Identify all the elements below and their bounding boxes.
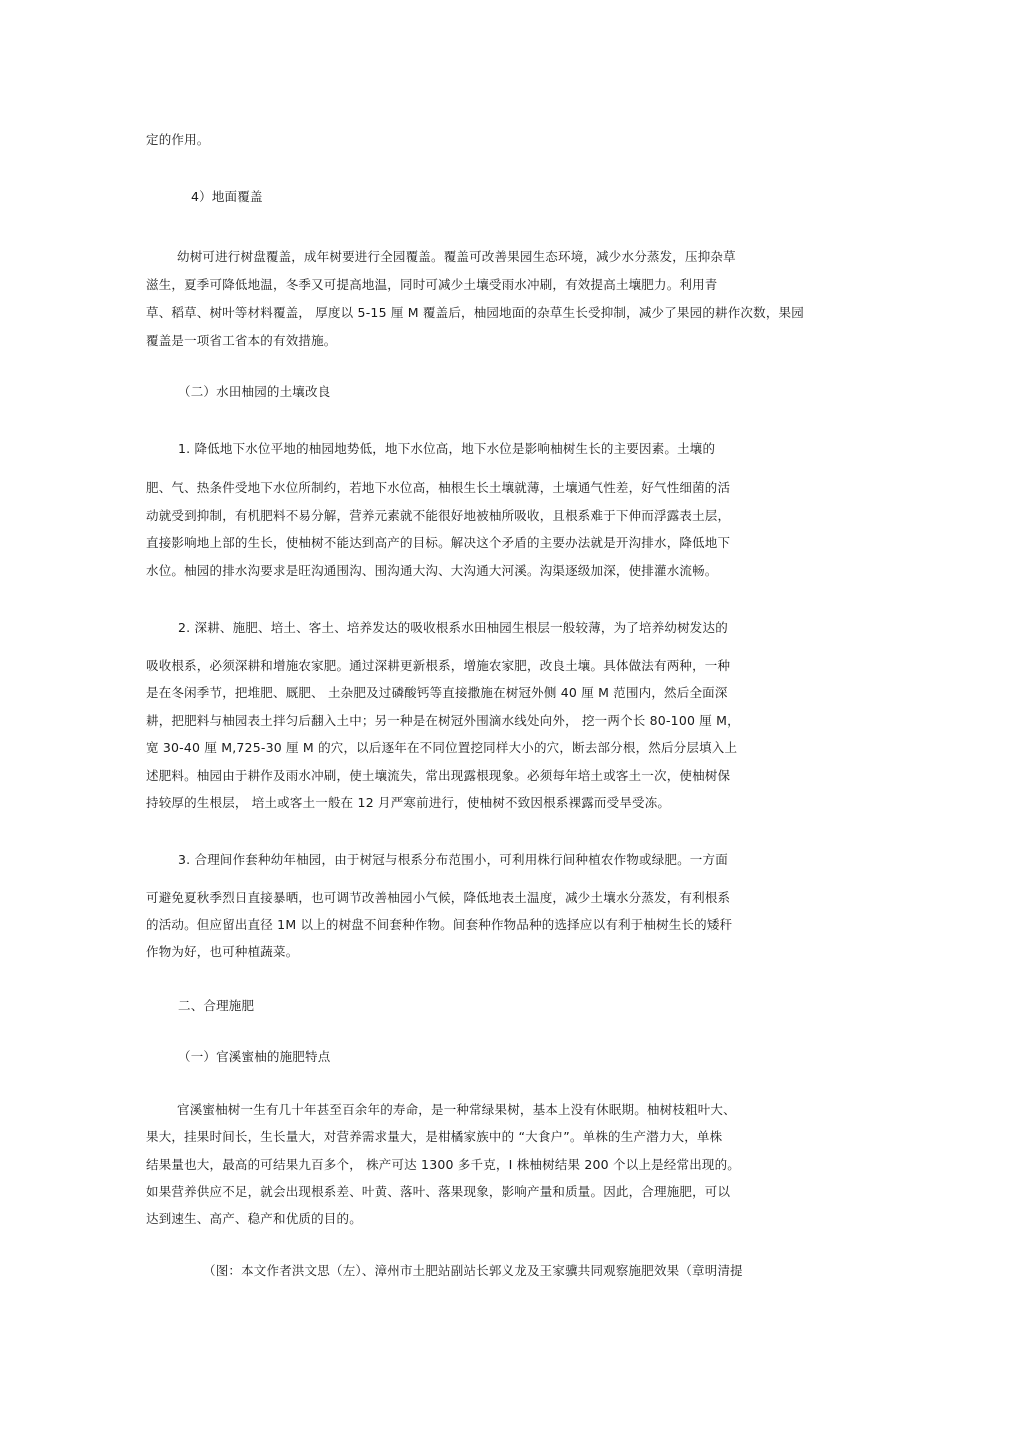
section-heading: （二）水田柚园的土壤改良 <box>178 384 331 399</box>
figure-caption: （图：本文作者洪文思（左）、漳州市土肥站副站长郭义龙及王家骥共同观察施肥效果（章明清提 <box>203 1263 743 1278</box>
text-line: 吸收根系，必须深耕和增施农家肥。通过深耕更新根系，增施农家肥，改良土壤。具体做法有两种，一种 <box>146 658 731 673</box>
text-line: 宽 30-40 厘 M,725-30 厘 M 的穴，以后逐年在不同位置挖同样大小的穴，断去部分根，然后分层填入上 <box>146 740 738 755</box>
text-line: 可避免夏秋季烈日直接暴晒，也可调节改善柚园小气候，降低地表土温度，减少土壤水分蒸发，有利根系 <box>146 890 731 905</box>
text-line: 官溪蜜柚树一生有几十年甚至百余年的寿命，是一种常绿果树，基本上没有休眠期。柚树枝粗叶大、 <box>177 1102 736 1117</box>
text-line: 果大，挂果时间长，生长量大，对营养需求量大，是柑橘家族中的 “大食户”。单株的生产潜力大，单株 <box>146 1129 723 1144</box>
section-heading: 二、合理施肥 <box>178 998 255 1013</box>
section-heading: 4）地面覆盖 <box>191 189 263 204</box>
text-line: 定的作用。 <box>146 132 210 147</box>
text-line: 直接影响地上部的生长，使柚树不能达到高产的目标。解决这个矛盾的主要办法就是开沟排水，降低地下 <box>146 535 731 550</box>
text-line: 的活动。但应留出直径 1M 以上的树盘不间套种作物。间套种作物品种的选择应以有利于柚树生长的矮秆 <box>146 917 733 932</box>
text-line: 3. 合理间作套种幼年柚园，由于树冠与根系分布范围小，可利用株行间种植农作物或绿肥。一方面 <box>178 852 728 867</box>
text-line: 耕，把肥料与柚园表土拌匀后翻入土中；另一种是在树冠外围滴水线处向外， 挖一两个长 80-100 厘 M， <box>146 713 740 728</box>
section-heading: （一）官溪蜜柚的施肥特点 <box>178 1049 331 1064</box>
text-line: 水位。柚园的排水沟要求是旺沟通围沟、围沟通大沟、大沟通大河溪。沟渠逐级加深，使排灌水流畅。 <box>146 563 718 578</box>
text-line: 覆盖是一项省工省本的有效措施。 <box>146 333 337 348</box>
text-line: 达到速生、高产、稳产和优质的目的。 <box>146 1211 362 1226</box>
text-line: 作物为好，也可种植蔬菜。 <box>146 944 299 959</box>
text-line: 如果营养供应不足，就会出现根系差、叶黄、落叶、落果现象，影响产量和质量。因此，合理施肥，可以 <box>146 1184 731 1199</box>
text-line: 2. 深耕、施肥、培土、客土、培养发达的吸收根系水田柚园生根层一般较薄，为了培养幼树发达的 <box>178 620 728 635</box>
text-line: 1. 降低地下水位平地的柚园地势低，地下水位高，地下水位是影响柚树生长的主要因素。土壤的 <box>178 441 716 456</box>
text-line: 述肥料。柚园由于耕作及雨水冲刷，使土壤流失，常出现露根现象。必须每年培土或客土一次，使柚树保 <box>146 768 731 783</box>
text-line: 幼树可进行树盘覆盖，成年树要进行全园覆盖。覆盖可改善果园生态环境，减少水分蒸发，压抑杂草 <box>177 249 736 264</box>
text-line: 是在冬闲季节，把堆肥、厩肥、 土杂肥及过磷酸钙等直接撒施在树冠外侧 40 厘 M 范围内，然后全面深 <box>146 685 728 700</box>
text-line: 滋生，夏季可降低地温，冬季又可提高地温，同时可减少土壤受雨水冲刷，有效提高土壤肥力。利用青 <box>146 277 718 292</box>
text-line: 结果量也大，最高的可结果九百多个， 株产可达 1300 多千克，I 株柚树结果 200 个以上是经常出现的。 <box>146 1157 740 1172</box>
text-line: 动就受到抑制，有机肥料不易分解，营养元素就不能很好地被柚所吸收，且根系难于下伸而浮露表土层， <box>146 508 731 523</box>
text-line: 持较厚的生根层， 培土或客土一般在 12 月严寒前进行，使柚树不致因根系裸露而受旱受冻。 <box>146 795 671 810</box>
text-line: 草、稻草、树叶等材料覆盖， 厚度以 5-15 厘 M 覆盖后，柚园地面的杂草生长受抑制，减少了果园的耕作次数，果园 <box>146 305 804 320</box>
text-line: 肥、气、热条件受地下水位所制约，若地下水位高，柚根生长土壤就薄，土壤通气性差，好气性细菌的活 <box>146 480 731 495</box>
